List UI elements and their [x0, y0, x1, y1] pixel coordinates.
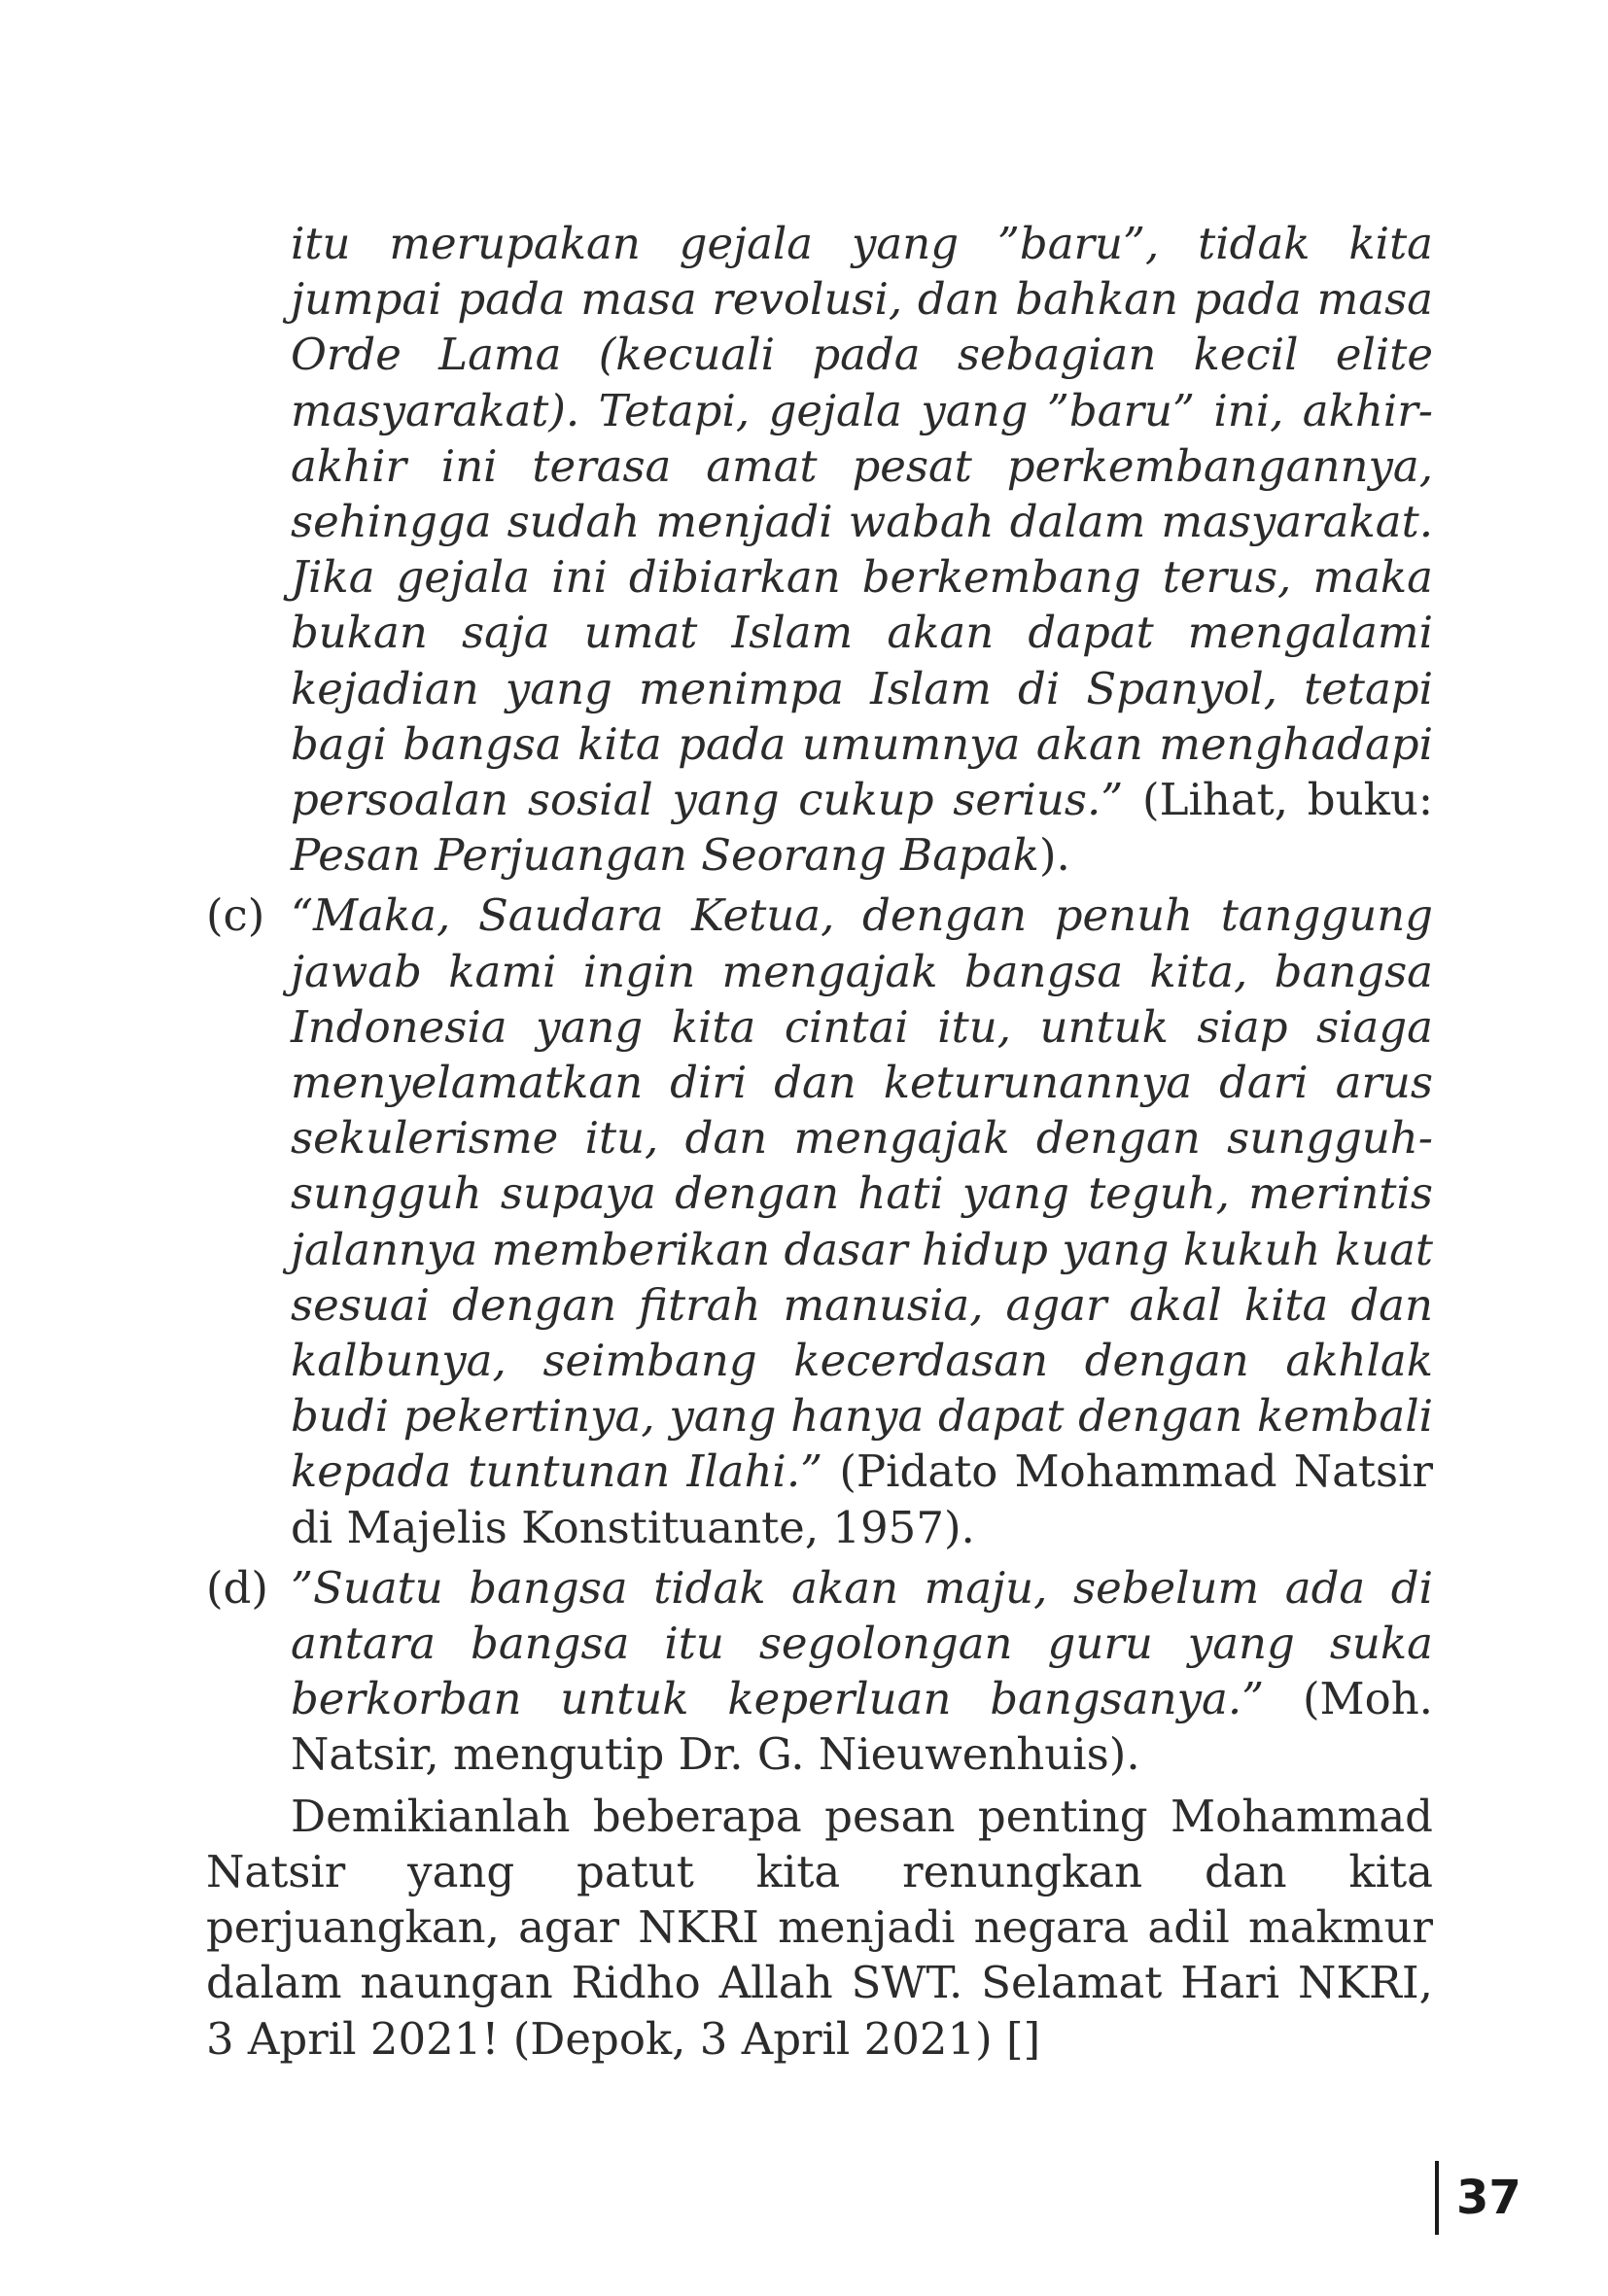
list-item-source: (Moh. Natsir, mengutip Dr. G. Nieuwenhuis). [291, 1673, 1433, 1781]
page-number: 37 [1456, 2171, 1521, 2225]
quote-b-italic-text: itu merupakan gejala yang ”baru”, tidak kita jumpai pada masa revolusi, dan bahkan pada masa Orde Lama (kecuali pada sebagian kecil elite masyarakat). Tetapi, gejala yang ”baru” ini, akhir-akhir ini terasa amat pesat perkembangannya, sehingga sudah menjadi wabah dalam masyarakat. Jika gejala ini dibiarkan berkembang terus, maka bukan saja umat Islam akan dapat mengalami kejadian yang menimpa Islam di Spanyol, tetapi bagi bangsa kita pada umumnya akan menghadapi persoalan sosial yang cukup serius.” [291, 218, 1433, 826]
page-footer [1435, 2161, 1521, 2235]
quote-b-source-prefix: (Lihat, buku: [1123, 774, 1433, 826]
list-item-d [206, 1560, 1433, 1783]
list-item-quote: ”Suatu bangsa tidak akan maju, sebelum ada di antara bangsa itu segolongan guru yang suka berkorban untuk keperluan bangsanya.” [291, 1561, 1433, 1725]
list-item-c [206, 887, 1433, 1554]
closing-paragraph: Demikianlah beberapa pesan penting Mohammad Natsir yang patut kita renungkan dan kita perjuangkan, agar NKRI menjadi negara adil makmur dalam naungan Ridho Allah SWT. Selamat Hari NKRI, 3 April 2021! (Depok, 3 April 2021) [] [206, 1790, 1433, 2065]
page-body [206, 216, 1433, 2067]
list-item-label: (d) [206, 1561, 268, 1614]
list-item-source: (Pidato Mohammad Natsir di Majelis Konstituante, 1957). [291, 1445, 1433, 1553]
quote-b-source-title: Pesan Perjuangan Seorang Bapak [291, 829, 1039, 882]
page-number-divider [1435, 2161, 1439, 2235]
list-item-label: (c) [206, 889, 265, 942]
list-item-quote: “Maka, Saudara Ketua, dengan penuh tanggung jawab kami ingin mengajak bangsa kita, bangsa Indonesia yang kita cintai itu, untuk siap siaga menyelamatkan diri dan keturunannya dari arus sekulerisme itu, dan mengajak dengan sungguh-sungguh supaya dengan hati yang teguh, merintis jalannya memberikan dasar hidup yang kukuh kuat sesuai dengan fitrah manusia, agar akal kita dan kalbunya, seimbang kecerdasan dengan akhlak budi pekertinya, yang hanya dapat dengan kembali kepada tuntunan Ilahi.” [291, 889, 1433, 1498]
quote-b-continuation [206, 216, 1433, 883]
quote-b-source-suffix: ). [1038, 829, 1070, 882]
